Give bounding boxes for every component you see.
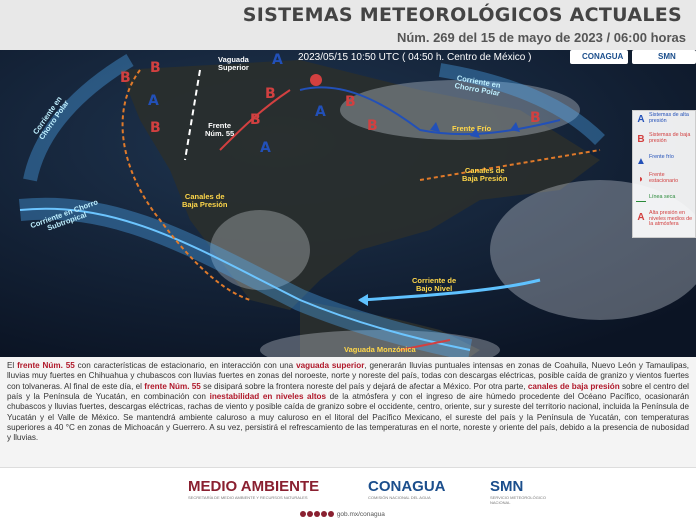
legend-low-pressure	[635, 133, 695, 147]
medio-ambiente-logo	[168, 478, 338, 504]
description-text: sobre el centro del país y la Península de Yucatán, en combinación con	[7, 381, 689, 402]
medio-ambiente-title: MEDIO AMBIENTE	[188, 478, 320, 495]
mid-level-high-icon: A	[637, 212, 645, 223]
description-text: El	[7, 361, 18, 370]
smn-subtitle: SERVICIO METEOROLÓGICO NACIONAL	[490, 495, 546, 505]
label-upper-trough: Vaguada Superior	[218, 55, 249, 72]
low-pressure-symbol: B	[250, 112, 261, 128]
label-polar-jet-right: Corriente en Chorro Polar	[453, 73, 502, 98]
low-pressure-icon: B	[637, 134, 645, 145]
header	[0, 0, 696, 50]
facebook-icon[interactable]	[300, 511, 306, 517]
youtube-icon[interactable]	[321, 511, 327, 517]
label-polar-jet-left: Corriente en Chorro Polar	[30, 94, 71, 142]
low-pressure-symbol: B	[120, 70, 131, 86]
social-url[interactable]: gob.mx/conagua	[336, 511, 385, 518]
description-text: se disipará sobre la frontera noreste del país y dejará de afectar a México. Por otra parte,	[200, 381, 528, 391]
map-graphics	[0, 50, 696, 357]
conagua-title: CONAGUA	[368, 478, 446, 495]
legend-mid-level-high	[635, 211, 695, 235]
high-pressure-symbol: A	[315, 104, 326, 120]
footer	[0, 467, 696, 522]
low-pressure-symbol: B	[530, 110, 541, 126]
label-cold-front: Frente Frío	[452, 124, 492, 133]
label-front-55: Frente Núm. 55	[205, 121, 235, 138]
low-pressure-symbol: B	[345, 94, 356, 110]
conagua-subtitle: COMISIÓN NACIONAL DEL AGUA	[368, 495, 431, 500]
high-pressure-icon: A	[637, 114, 645, 125]
cold-front-icon: ▲	[636, 156, 646, 167]
description-highlight: frente Núm. 55	[144, 381, 201, 391]
legend-stationary-front	[635, 173, 695, 187]
conagua-logo	[350, 478, 460, 504]
label-monsoon-trough: Vaguada Monzónica	[344, 345, 416, 354]
weather-description	[0, 357, 696, 467]
legend-label: Sistemas de baja presión	[649, 132, 691, 144]
low-pressure-symbol: B	[265, 86, 276, 102]
legend-label: Línea seca	[649, 194, 676, 200]
twitter-icon[interactable]	[307, 511, 313, 517]
stationary-front-bump	[310, 74, 322, 86]
smn-title: SMN	[490, 478, 524, 495]
description-text: con características de estacionario, en interacción con una	[74, 361, 297, 370]
legend-label: Alta presión en niveles medios de la atmósfera	[649, 210, 693, 228]
weather-map	[0, 50, 696, 357]
dry-line-icon: —	[636, 196, 646, 207]
legend-label: Sistemas de alta presión	[649, 112, 689, 124]
satellite-timestamp: 2023/05/15 10:50 UTC ( 04:50 h. Centro de México )	[298, 52, 532, 63]
low-pressure-symbol: B	[367, 118, 378, 134]
legend-label: Frente frío	[649, 154, 674, 160]
description-highlight: canales de baja presión	[527, 381, 620, 391]
smn-logo	[468, 478, 558, 504]
legend-dry-line	[635, 195, 695, 209]
label-low-level-jet: Corriente de Bajo Nivel	[412, 276, 457, 293]
label-low-channel-right: Canales de Baja Presión	[462, 166, 508, 183]
conagua-map-logo-text: CONAGUA	[582, 52, 624, 61]
map-legend	[632, 110, 696, 238]
smn-map-logo-text: SMN	[658, 52, 676, 61]
page-title: SISTEMAS METEOROLÓGICOS ACTUALES	[242, 4, 682, 26]
label-low-channel-left: Canales de Baja Presión	[182, 192, 228, 209]
description-text: de la atmósfera y con el ingreso de aire húmedo procedente del Océano Pacífico, ocasionarán chubascos y lluvias fuertes, descargas eléctricas, rachas de viento y posible caída de granizo sobre el occidente, centro, oriente, sur y sureste del territorio nacional, incluida la Península de Yucatán y el Valle de México. Se mantendrá ambiente caluroso a muy caluroso en el litoral del Pacífico Mexicano, el sureste del país y la Península de Yucatán, con temperaturas superiores a 40 °C en zonas de Michoacán y Guerrero. A su vez, persistirá el refrescamiento de las temperaturas en el norte, noreste y oriente del país, debido a la presencia de nubosidad y lluvias.	[7, 392, 689, 443]
high-pressure-symbol: A	[148, 93, 159, 109]
description-highlight: frente Núm. 55	[17, 361, 75, 370]
legend-high-pressure	[635, 113, 695, 127]
web-icon[interactable]	[328, 511, 334, 517]
legend-label: Frente estacionario	[649, 172, 679, 184]
medio-ambiente-subtitle: SECRETARÍA DE MEDIO AMBIENTE Y RECURSOS NATURALES	[188, 495, 308, 500]
stationary-front-icon: ◗	[637, 174, 645, 185]
conagua-map-logo	[570, 50, 628, 64]
smn-map-logo	[632, 50, 696, 64]
social-links[interactable]	[300, 511, 385, 518]
low-pressure-symbol: B	[150, 60, 161, 76]
legend-cold-front	[635, 155, 695, 169]
label-subtropical-jet: Corriente en Chorro Subtropical	[29, 197, 100, 233]
bulletin-number: Núm. 269 del 15 de mayo de 2023 / 06:00 horas	[396, 30, 686, 45]
low-pressure-symbol: B	[150, 120, 161, 136]
high-pressure-symbol: A	[272, 52, 283, 68]
description-highlight: vaguada superior	[296, 361, 365, 370]
high-pressure-symbol: A	[260, 140, 271, 156]
description-highlight: inestabilidad en niveles altos	[209, 392, 327, 402]
description-text: , generarán lluvias puntuales intensas en zonas de Coahuila, Nuevo León y Tamaulipas, lluvias muy fuertes en Chihuahua y chubascos con lluvias fuertes en zonas del noroeste, norte y noreste del país, todas con descargas eléctricas, posible caída de granizo y vientos fuertes con tolvaneras. Al final de este día, el	[7, 361, 690, 391]
instagram-icon[interactable]	[314, 511, 320, 517]
